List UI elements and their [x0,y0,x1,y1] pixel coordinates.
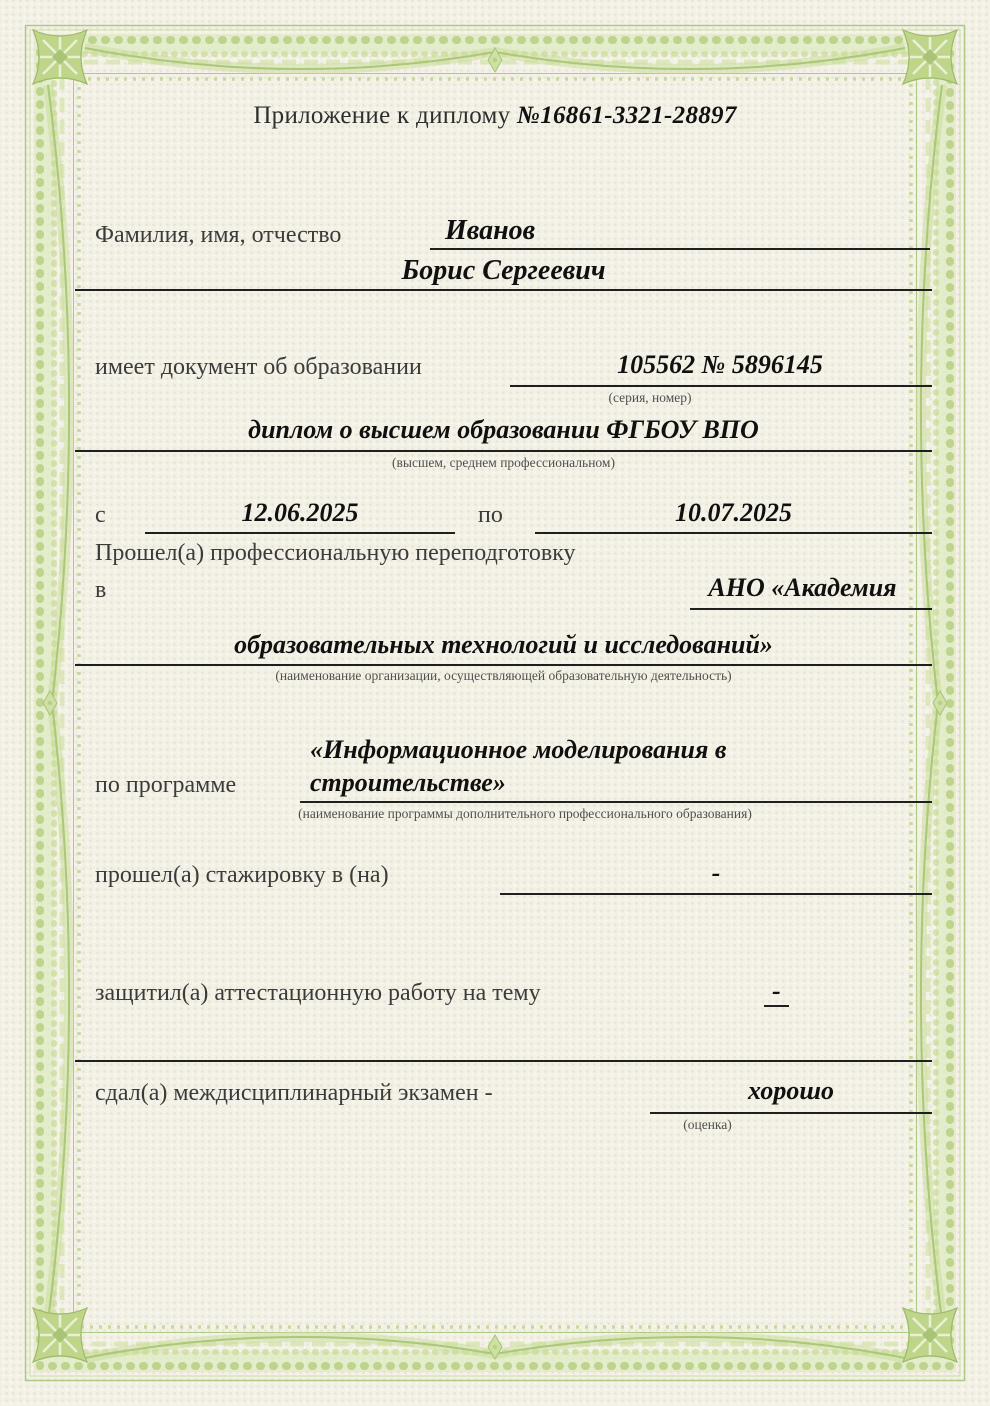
blank-line [300,801,932,803]
document-type-value: диплом о высшем образовании ФГБОУ ВПО [248,415,759,444]
blank-line [75,450,932,452]
series-number-caption: (серия, номер) [608,390,692,405]
organization-caption: (наименование организации, осуществляющей образовательную деятельность) [275,668,732,683]
corner-ornament-icon [903,30,957,84]
organization-line2-value: образовательных технологий и исследований» [234,630,773,659]
thesis-label: защитил(а) аттестационную работу на тему [95,980,541,1006]
blank-line [535,532,932,534]
blank-line [510,385,932,387]
education-document-label: имеет документ об образовании [95,354,422,380]
blank-line [500,893,932,895]
exam-grade-value: хорошо [747,1076,834,1105]
corner-ornament-icon [33,30,87,84]
period-to-label: по [478,502,503,528]
document-type-caption: (высшем, среднем профессиональном) [392,455,615,470]
thesis-dash: - [764,976,789,1007]
program-label: по программе [95,772,237,798]
period-to-value: 10.07.2025 [675,498,792,527]
blank-line [690,608,932,610]
organization-line1-value: АНО «Академия [708,573,897,602]
grade-caption: (оценка) [683,1117,732,1132]
document-series-number-value: 105562 № 5896145 [617,350,823,379]
internship-value: - [711,858,721,887]
period-from-value: 12.06.2025 [241,498,359,527]
name-label: Фамилия, имя, отчество [95,222,342,248]
corner-ornament-icon [903,1308,957,1362]
blank-line [75,664,932,666]
period-from-label: с [95,502,106,528]
title-prefix: Приложение к диплому [253,102,518,129]
internship-label: прошел(а) стажировку в (на) [95,862,389,888]
program-value-line1: «Информационное моделирования в [310,735,727,764]
retraining-statement: Прошел(а) профессиональную переподготовку [95,540,576,566]
program-caption: (наименование программы дополнительного профессионального образования) [298,806,752,821]
corner-ornament-icon [33,1308,87,1362]
blank-line [75,1060,932,1062]
blank-line [430,248,930,250]
program-value-line2: строительстве» [310,768,506,797]
blank-line [650,1112,932,1114]
retraining-in-label: в [95,577,107,603]
exam-label: сдал(а) междисциплинарный экзамен - [95,1080,493,1106]
diploma-number: №16861-3321-28897 [517,102,737,129]
given-names-value: Борис Сергеевич [401,255,606,286]
thesis-value [764,976,789,1006]
surname-value: Иванов [445,215,536,246]
blank-line [145,532,455,534]
document-title [0,102,990,130]
blank-line [75,289,932,291]
